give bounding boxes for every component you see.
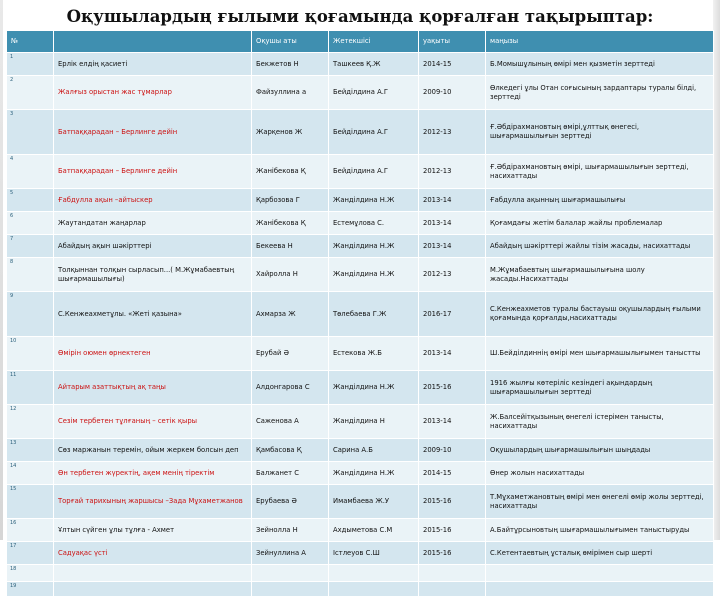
cell-topic: С.Кенжеахметұлы. «Жеті қазына» <box>54 292 252 337</box>
cell-supervisor: Жанділдина Н.Ж <box>329 189 419 212</box>
cell-year: 2014-15 <box>419 462 486 485</box>
cell-topic: Сезім тербетен тұлғаның – сетік қыры <box>54 405 252 439</box>
cell-student: Жарқенов Ж <box>252 110 329 155</box>
table-row <box>7 235 714 258</box>
header-student: Оқушы аты <box>252 31 329 53</box>
cell-student: Ахмарза Ж <box>252 292 329 337</box>
cell-supervisor <box>329 565 419 582</box>
right-edge-decoration <box>713 0 720 540</box>
header-year: уақыты <box>419 31 486 53</box>
cell-description: 1916 жылғы көтеріліс кезіндегі ақындардың шығармашылығын зерттеді <box>486 371 714 405</box>
table-row <box>7 189 714 212</box>
table-row <box>7 371 714 405</box>
cell-year: 2015-16 <box>419 371 486 405</box>
cell-year: 2013-14 <box>419 337 486 371</box>
cell-description: С.Кенжеахметов туралы бастауыш оқушылардың ғылыми қоғамында қорғалды,насихаттады <box>486 292 714 337</box>
table-row <box>7 542 714 565</box>
cell-year: 2013-14 <box>419 189 486 212</box>
cell-topic: Өмірін оюмен өрнектеген <box>54 337 252 371</box>
cell-student: Зейнолла Н <box>252 519 329 542</box>
cell-num: 16 <box>7 519 54 542</box>
cell-year: 2014-15 <box>419 53 486 76</box>
cell-student: Бекжетов Н <box>252 53 329 76</box>
cell-description: Өлкедегі ұлы Отан соғысының зардаптары туралы білді, зерттеді <box>486 76 714 110</box>
cell-num: 18 <box>7 565 54 582</box>
table-row <box>7 292 714 337</box>
cell-topic: Ерлік елдің қасиеті <box>54 53 252 76</box>
table-row <box>7 405 714 439</box>
cell-topic: Сөз маржанын теремін, ойым жеркем болсын деп <box>54 439 252 462</box>
table-row <box>7 258 714 292</box>
cell-description <box>486 565 714 582</box>
cell-student <box>252 565 329 582</box>
table-row <box>7 519 714 542</box>
cell-student: Зейнуллина А <box>252 542 329 565</box>
cell-num: 1 <box>7 53 54 76</box>
cell-description: Абайдың шәкірттері жайлы тізім жасады, насихаттады <box>486 235 714 258</box>
table-row <box>7 155 714 189</box>
cell-year: 2013-14 <box>419 405 486 439</box>
page-title: Оқушылардың ғылыми қоғамында қорғалған тақырыптар: <box>66 7 654 26</box>
cell-student: Жанібекова Қ <box>252 212 329 235</box>
cell-num: 19 <box>7 582 54 597</box>
cell-supervisor: Істлеуов С.Ш <box>329 542 419 565</box>
cell-year: 2013-14 <box>419 235 486 258</box>
cell-student: Қарбозова Г <box>252 189 329 212</box>
cell-description: Т.Мұхаметжановтың өмірі мен өнегелі өмір жолы зерттеді, насихаттады <box>486 485 714 519</box>
cell-num: 3 <box>7 110 54 155</box>
cell-topic: Айтарым азаттықтың ақ таңы <box>54 371 252 405</box>
table-row <box>7 565 714 582</box>
cell-description: С.Кетентаевтың ұсталық өмірімен сыр шерті <box>486 542 714 565</box>
cell-num: 8 <box>7 258 54 292</box>
cell-topic: Батпаққарадан – Берлинге дейін <box>54 110 252 155</box>
cell-num: 6 <box>7 212 54 235</box>
cell-student: Ерубаева Ә <box>252 485 329 519</box>
cell-year: 2012-13 <box>419 110 486 155</box>
cell-num: 2 <box>7 76 54 110</box>
cell-student: Жанібекова Қ <box>252 155 329 189</box>
cell-description: Ғ.Әбдірахмановтың өмірі, шығармашылығын зерттеді, насихаттады <box>486 155 714 189</box>
cell-topic <box>54 565 252 582</box>
cell-supervisor: Жанділдина Н.Ж <box>329 235 419 258</box>
table-row <box>7 110 714 155</box>
cell-year: 2009-10 <box>419 439 486 462</box>
cell-year: 2016-17 <box>419 292 486 337</box>
cell-description: Б.Момышұлының өмірі мен қызметін зерттеді <box>486 53 714 76</box>
topics-table <box>6 30 714 597</box>
cell-student <box>252 582 329 597</box>
cell-student: Бекеева Н <box>252 235 329 258</box>
cell-num: 13 <box>7 439 54 462</box>
cell-student: Балжанет С <box>252 462 329 485</box>
cell-student: Саженова А <box>252 405 329 439</box>
table-row <box>7 212 714 235</box>
cell-supervisor: Жанділдина Н <box>329 405 419 439</box>
cell-supervisor: Жанділдина Н.Ж <box>329 258 419 292</box>
cell-supervisor: Жанділдина Н.Ж <box>329 462 419 485</box>
table-body <box>7 53 714 597</box>
cell-topic: Ұлтын сүйген ұлы тұлға - Ахмет <box>54 519 252 542</box>
cell-year: 2012-13 <box>419 258 486 292</box>
table-row <box>7 582 714 597</box>
cell-supervisor: Төлебаева Г.Ж <box>329 292 419 337</box>
cell-year: 2015-16 <box>419 485 486 519</box>
table-row <box>7 485 714 519</box>
cell-num: 12 <box>7 405 54 439</box>
cell-description <box>486 582 714 597</box>
cell-description: Ғабдулла ақынның шығармашылығы <box>486 189 714 212</box>
cell-num: 4 <box>7 155 54 189</box>
table-row <box>7 76 714 110</box>
cell-supervisor: Бейділдина А.Г <box>329 76 419 110</box>
cell-num: 5 <box>7 189 54 212</box>
cell-year: 2013-14 <box>419 212 486 235</box>
cell-year <box>419 582 486 597</box>
cell-student: Хайролла Н <box>252 258 329 292</box>
cell-year: 2009-10 <box>419 76 486 110</box>
cell-supervisor: Ахдыметова С.М <box>329 519 419 542</box>
cell-topic: Торғай тарихының жаршысы –Зада Мұхаметжанов <box>54 485 252 519</box>
cell-supervisor: Бейділдина А.Г <box>329 110 419 155</box>
table-row <box>7 462 714 485</box>
cell-num: 7 <box>7 235 54 258</box>
cell-description: Ш.Бейділдиннің өмірі мен шығармашылығымен таныстты <box>486 337 714 371</box>
cell-year: 2015-16 <box>419 519 486 542</box>
cell-description: Өнер жолын насихаттады <box>486 462 714 485</box>
left-edge-decoration <box>0 0 3 540</box>
cell-supervisor: Имамбаева Ж.У <box>329 485 419 519</box>
cell-topic: Батпаққарадан – Берлинге дейін <box>54 155 252 189</box>
table-row <box>7 53 714 76</box>
cell-supervisor: Естекова Ж.Б <box>329 337 419 371</box>
cell-supervisor: Естемұлова С. <box>329 212 419 235</box>
header-topic <box>54 31 252 53</box>
cell-supervisor <box>329 582 419 597</box>
cell-topic: Ғабдулла ақын –айтыскер <box>54 189 252 212</box>
cell-student: Қамбасова Қ <box>252 439 329 462</box>
cell-student: Ерубай Ә <box>252 337 329 371</box>
cell-year: 2015-16 <box>419 542 486 565</box>
cell-supervisor: Бейділдина А.Г <box>329 155 419 189</box>
cell-num: 17 <box>7 542 54 565</box>
header-num: № <box>7 31 54 53</box>
cell-supervisor: Ташкеев Қ.Ж <box>329 53 419 76</box>
cell-num: 10 <box>7 337 54 371</box>
cell-description: Ж.Балсейітқызының өнегелі істерімен танысты, насихаттады <box>486 405 714 439</box>
cell-description: М.Жұмабаевтың шығармашылығына шолу жасады.Насихаттады <box>486 258 714 292</box>
cell-num: 11 <box>7 371 54 405</box>
table-row <box>7 337 714 371</box>
cell-supervisor: Жанділдина Н.Ж <box>329 371 419 405</box>
cell-num: 14 <box>7 462 54 485</box>
cell-description: Қоғамдағы жетім балалар жайлы проблемалар <box>486 212 714 235</box>
cell-topic: Толқыннан толқын сырласып...( М.Жұмабаевтың шығармашылығы) <box>54 258 252 292</box>
cell-topic: Өн тербетен жүректің, ақем менің тіректім <box>54 462 252 485</box>
cell-topic <box>54 582 252 597</box>
table-header-row <box>7 31 714 53</box>
cell-description: Оқушылардың шығармашылығын шыңдады <box>486 439 714 462</box>
table-row <box>7 439 714 462</box>
cell-student: Файзуллина а <box>252 76 329 110</box>
cell-student: Алдонгарова С <box>252 371 329 405</box>
cell-topic: Абайдың ақын шәкірттері <box>54 235 252 258</box>
cell-topic: Жалғыз орыстан жас тұмарлар <box>54 76 252 110</box>
cell-year <box>419 565 486 582</box>
cell-num: 9 <box>7 292 54 337</box>
header-supervisor: Жетекшісі <box>329 31 419 53</box>
cell-topic: Жаутандатан жаңарлар <box>54 212 252 235</box>
cell-description: А.Байтұрсыновтың шығармашылығымен таныстыруды <box>486 519 714 542</box>
cell-supervisor: Сарина А.Б <box>329 439 419 462</box>
cell-year: 2012-13 <box>419 155 486 189</box>
cell-num: 15 <box>7 485 54 519</box>
cell-description: Ғ.Әбдірахмановтың өмірі,ұлттық өнегесі, шығармашылығын зерттеді <box>486 110 714 155</box>
header-description: маңызы <box>486 31 714 53</box>
cell-topic: Садуақас үсті <box>54 542 252 565</box>
